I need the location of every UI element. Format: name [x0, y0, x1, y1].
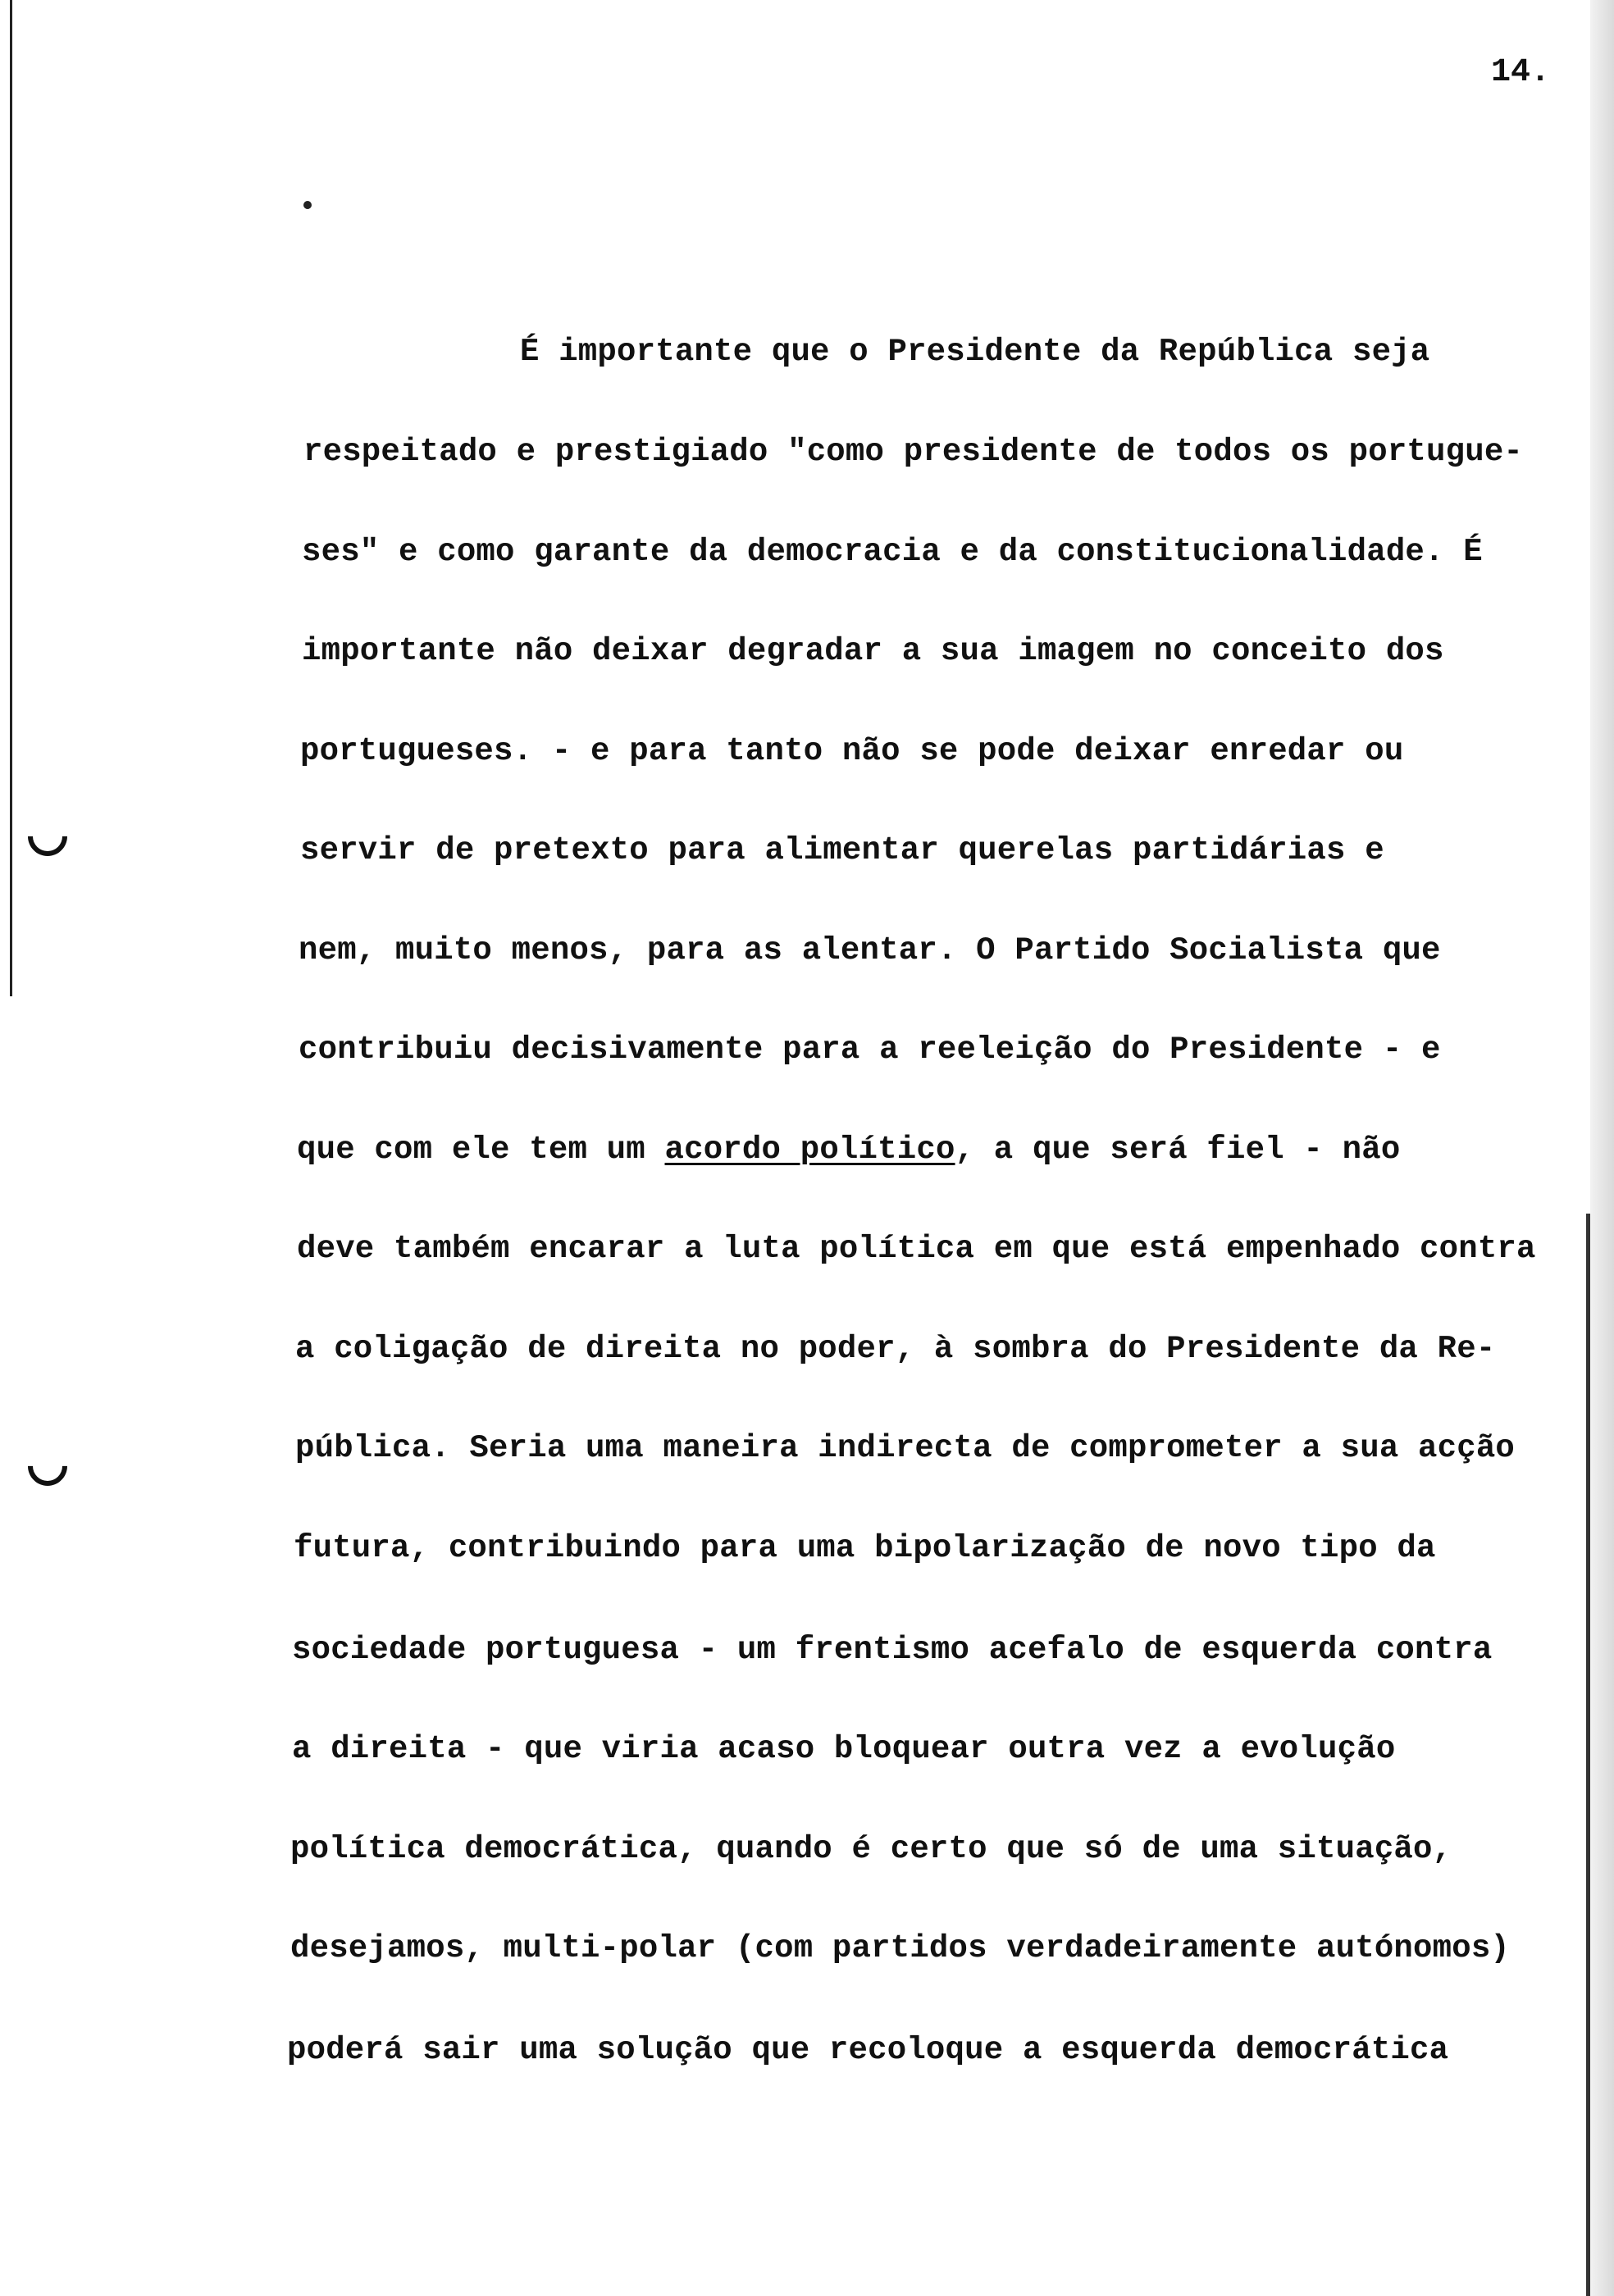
- text-line: a coligação de direita no poder, à sombra do Presidente da Re-: [295, 1331, 1496, 1367]
- text-line: nem, muito menos, para as alentar. O Partido Socialista que: [299, 932, 1441, 968]
- binder-hole-bottom: [20, 1438, 75, 1494]
- text-line: pública. Seria uma maneira indirecta de comprometer a sua acção: [295, 1430, 1516, 1466]
- page-right-border: [1586, 1214, 1590, 2296]
- page-left-border: [10, 0, 12, 996]
- text-line: servir de pretexto para alimentar querelas partidárias e: [300, 832, 1384, 868]
- text-line: respeitado e prestigiado "como presidente de todos os portugue-: [303, 434, 1524, 470]
- text-line: contribuiu decisivamente para a reeleição do Presidente - e: [299, 1032, 1441, 1068]
- text-line: política democrática, quando é certo que só de uma situação,: [290, 1831, 1452, 1867]
- text-line: ses" e como garante da democracia e da constitucionalidade. É: [302, 534, 1483, 570]
- text-line: importante não deixar degradar a sua imagem no conceito dos: [302, 633, 1444, 669]
- text-line: É importante que o Presidente da República seja: [520, 334, 1430, 370]
- underlined-phrase: acordo político: [664, 1132, 955, 1168]
- text-line: a direita - que viria acaso bloquear outra vez a evolução: [292, 1731, 1396, 1767]
- text-line: desejamos, multi-polar (com partidos verdadeiramente autónomos): [290, 1930, 1511, 1966]
- text-line: sociedade portuguesa - um frentismo acefalo de esquerda contra: [292, 1632, 1493, 1668]
- text-line: [297, 1131, 1400, 1168]
- page-number: 14.: [1491, 54, 1551, 91]
- text-line: poderá sair uma solução que recoloque a esquerda democrática: [287, 2032, 1449, 2068]
- text-segment: que com ele tem um: [297, 1132, 665, 1168]
- ink-mark: [303, 201, 312, 209]
- text-segment: , a que será fiel - não: [955, 1132, 1401, 1168]
- text-line: futura, contribuindo para uma bipolarização de novo tipo da: [294, 1530, 1436, 1566]
- binder-hole-top: [20, 809, 75, 864]
- text-line: deve também encarar a luta política em que está empenhado contra: [297, 1231, 1536, 1267]
- scan-edge-shadow: [1590, 0, 1614, 2296]
- text-line: portugueses. - e para tanto não se pode deixar enredar ou: [300, 733, 1404, 769]
